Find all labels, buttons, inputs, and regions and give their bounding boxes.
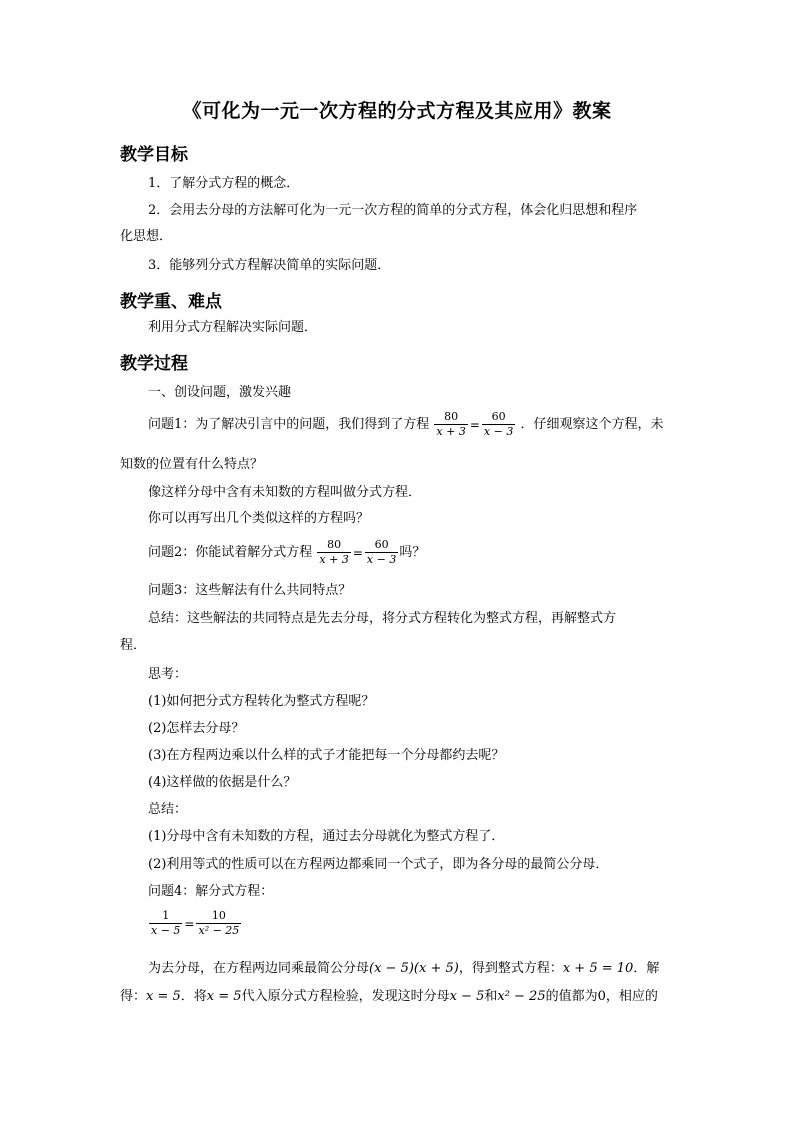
heading-key-points: 教学重、难点 bbox=[120, 292, 222, 312]
goal-2-cont: 化思想． bbox=[120, 229, 173, 244]
think-3: (3)在方程两边乘以什么样的式子才能把每一个分母都约去呢？ bbox=[148, 748, 505, 763]
fraction-10-over-x2-25: $\frac{10}{\text{x² − 25}}$ bbox=[198, 909, 240, 937]
denominator-2: x² − 25 bbox=[497, 989, 546, 1004]
question-2: 问题2：你能试着解分式方程 $\frac{80}{x + 3}$ = $\frac{60}{x - 3}$ 吗？ bbox=[148, 538, 426, 566]
question-2-text: 问题2：你能试着解分式方程 bbox=[148, 545, 313, 560]
document-title: 《可化为一元一次方程的分式方程及其应用》教案 bbox=[182, 100, 612, 122]
summary-2-heading: 总结： bbox=[148, 802, 188, 817]
summary-2-item-1: (1)分母中含有未知数的方程，通过去分母就化为整式方程了． bbox=[148, 829, 505, 844]
heading-goals: 教学目标 bbox=[120, 145, 188, 165]
fraction-60: $\frac{60}{x - 3}$ bbox=[483, 410, 514, 438]
key-text: 利用分式方程解决实际问题． bbox=[148, 320, 318, 335]
think-2: (2)怎样去分母？ bbox=[148, 721, 245, 736]
goal-1: 1．了解分式方程的概念． bbox=[148, 176, 300, 191]
heading-process: 教学过程 bbox=[120, 354, 188, 374]
fraction-80-q2: $\frac{80}{x + 3}$ bbox=[319, 538, 349, 566]
question-1: 问题1：为了解决引言中的问题，我们得到了方程 $\frac{80}{x + 3}$ = $\frac{60}{x - 3}$ ．仔细观察这个方程，未 bbox=[148, 410, 664, 438]
integer-equation: x + 5 = 10 bbox=[562, 961, 634, 976]
summary-2-item-2: (2)利用等式的性质可以在方程两边都乘同一个式子，即为各分母的最简公分母． bbox=[148, 857, 609, 872]
question-1-cont: 知数的位置有什么特点？ bbox=[120, 457, 264, 472]
fraction-60-q2: $\frac{60}{x - 3}$ bbox=[366, 538, 397, 566]
goal-2: 2．会用去分母的方法解可化为一元一次方程的简单的分式方程，体会化归思想和程序 bbox=[148, 203, 638, 218]
write-similar-line: 你可以再写出几个类似这样的方程吗？ bbox=[148, 511, 370, 526]
solution-value: x = 5 bbox=[146, 989, 181, 1004]
solution-line-2: 得：x = 5．将x = 5代入原分式方程检验，发现这时分母x − 5和x² − 25的值都为0，相应的 bbox=[120, 989, 658, 1004]
question-4: 问题4：解分式方程： bbox=[148, 884, 274, 899]
solution-line-1: 为去分母，在方程两边同乘最简公分母(x − 5)(x + 5)，得到整式方程：x + 5 = 10．解 bbox=[148, 961, 660, 976]
fraction-1-over-x-5: $\frac{1}{x - 5}$ bbox=[151, 909, 181, 937]
think-1: (1)如何把分式方程转化为整式方程呢？ bbox=[148, 694, 375, 709]
summary-1: 总结：这些解法的共同特点是先去分母，将分式方程转化为整式方程，再解整式方 bbox=[148, 611, 617, 626]
lcd-expression: (x − 5)(x + 5) bbox=[369, 961, 459, 976]
step-1: 一、创设问题，激发兴趣 bbox=[148, 385, 292, 400]
denominator-1: x − 5 bbox=[449, 989, 485, 1004]
fraction-80: $\frac{80}{x + 3}$ bbox=[436, 410, 466, 438]
definition-line: 像这样分母中含有未知数的方程叫做分式方程． bbox=[148, 485, 422, 500]
think-heading: 思考： bbox=[148, 667, 188, 682]
goal-3: 3．能够列分式方程解决简单的实际问题． bbox=[148, 258, 391, 273]
think-4: (4)这样做的依据是什么？ bbox=[148, 775, 297, 790]
summary-1-cont: 程． bbox=[120, 638, 147, 653]
substitute-value: x = 5 bbox=[206, 989, 242, 1004]
question-1-text: 问题1：为了解决引言中的问题，我们得到了方程 bbox=[148, 417, 430, 432]
question-2-text-end: 吗？ bbox=[399, 545, 426, 560]
equation-problem-4: $\frac{1}{x - 5}$ = $\frac{10}{\text{x² − 25}}$ bbox=[151, 909, 240, 937]
question-3: 问题3：这些解法有什么共同特点？ bbox=[148, 583, 352, 598]
question-1-text-end: ．仔细观察这个方程，未 bbox=[520, 417, 664, 432]
